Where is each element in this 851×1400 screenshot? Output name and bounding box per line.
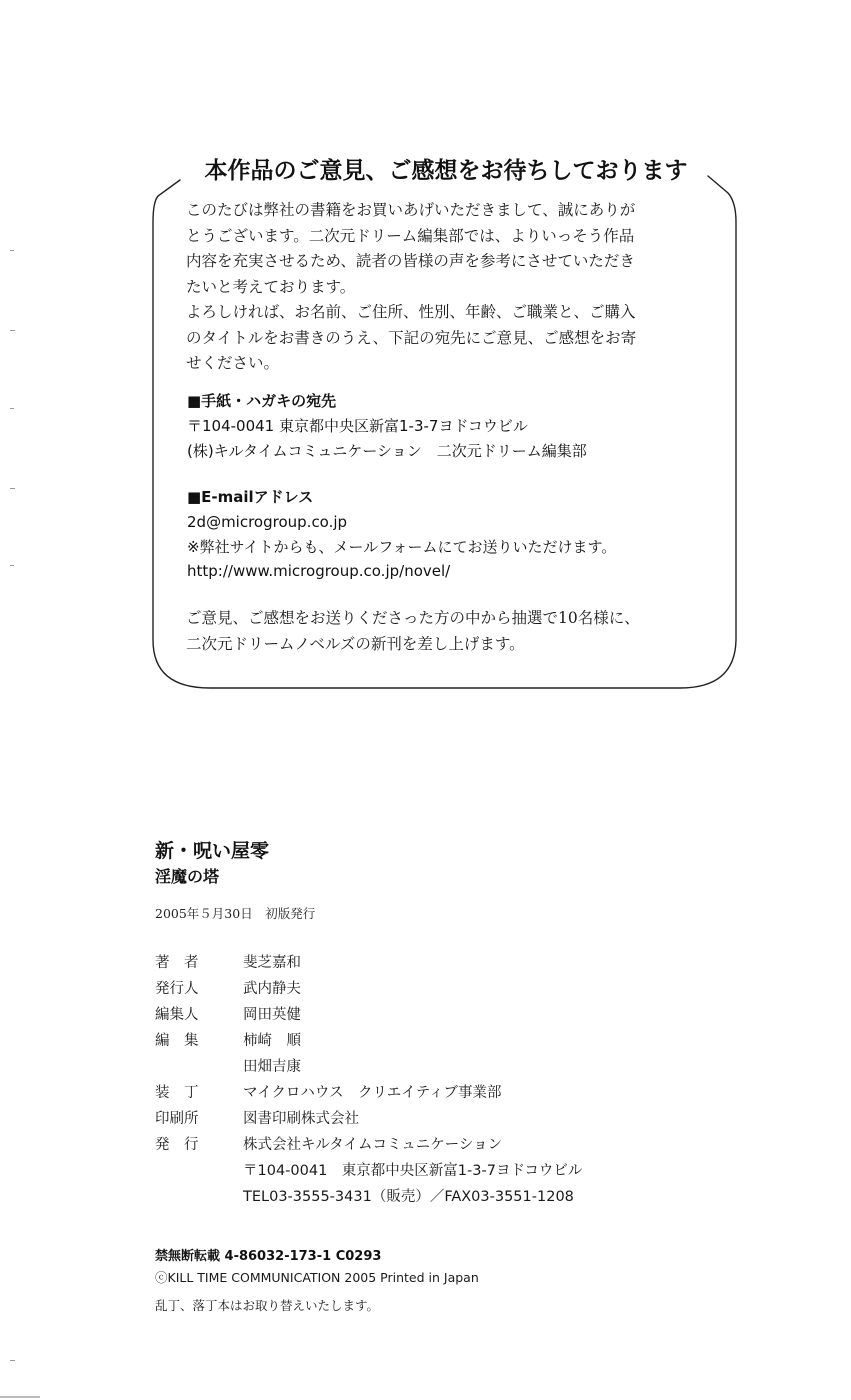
feedback-intro (186, 198, 716, 377)
credit-value: 武内静夫 (243, 981, 301, 997)
intro-line: このたびは弊社の書籍をお買いあげいただきまして、誠にありが (186, 201, 636, 219)
email-heading: ■E-mailアドレス (187, 488, 314, 506)
credit-label: 編 集 (155, 1033, 199, 1049)
feedback-box-title: 本作品のご意見、ご感想をお待ちしております (186, 153, 706, 189)
credit-value: TEL03-3555-3431（販売）／FAX03-3551-1208 (243, 1189, 574, 1205)
email-address: 2d@microgroup.co.jp (187, 513, 348, 531)
credit-row (155, 1056, 755, 1082)
publication-date: 2005年５月30日 初版発行 (155, 906, 316, 921)
book-title: 新・呪い屋零 (155, 840, 270, 862)
credit-row (155, 978, 755, 1004)
credit-label: 印刷所 (155, 1111, 199, 1127)
credit-label: 発 行 (155, 1137, 199, 1153)
credit-row (155, 1030, 755, 1056)
credit-row (155, 952, 755, 978)
credit-value: 田畑吉康 (243, 1059, 301, 1075)
scan-mark (0, 1396, 40, 1398)
mail-address: 〒104-0041 東京都中央区新富1-3-7ヨドコウビル (187, 417, 528, 435)
credit-value: 斐芝嘉和 (243, 955, 301, 971)
isbn-line: 禁無断転載 4-86032-173-1 C0293 (155, 1249, 382, 1264)
intro-line: よろしければ、お名前、ご住所、性別、年齢、ご職業と、ご購入 (186, 303, 636, 321)
credit-value: 柿崎 順 (243, 1033, 301, 1049)
prize-line: ご意見、ご感想をお送りくださった方の中から抽選で10名様に、 (186, 609, 640, 627)
book-subtitle: 淫魔の塔 (155, 867, 220, 886)
credit-label: 編集人 (155, 1007, 199, 1023)
scan-mark (10, 488, 15, 489)
credit-value: 図書印刷株式会社 (243, 1111, 359, 1127)
credit-row (155, 1186, 755, 1212)
website-url: http://www.microgroup.co.jp/novel/ (187, 562, 451, 580)
mail-recipient: (株)キルタイムコミュニケーション 二次元ドリーム編集部 (187, 442, 587, 460)
intro-line: のタイトルをお書きのうえ、下記の宛先にご意見、ご感想をお寄 (186, 328, 637, 347)
intro-line: せください。 (186, 354, 280, 372)
intro-line: たいと考えております。 (186, 277, 356, 296)
prize-line: 二次元ドリームノベルズの新刊を差し上げます。 (186, 634, 525, 653)
credit-row (155, 1160, 755, 1186)
scan-mark (10, 565, 14, 566)
web-form-note: ※弊社サイトからも、メールフォームにてお送りいただけます。 (187, 538, 617, 556)
intro-line: 内容を充実させるため、読者の皆様の声を参考にさせていただき (186, 252, 635, 270)
credit-row (155, 1108, 755, 1134)
scan-mark (10, 1360, 15, 1361)
credit-value: 岡田英健 (243, 1007, 301, 1023)
credit-row (155, 1134, 755, 1160)
intro-line: とうございます。二次元ドリーム編集部では、よりいっそう作品 (186, 226, 635, 245)
scan-mark (10, 250, 14, 251)
scan-mark (10, 330, 15, 331)
credit-label: 発行人 (155, 981, 199, 997)
copyright-line: ⓒKILL TIME COMMUNICATION 2005 Printed in Japan (155, 1270, 479, 1285)
replacement-notice: 乱丁、落丁本はお取り替えいたします。 (155, 1298, 380, 1313)
credit-row (155, 1004, 755, 1030)
credit-value: 株式会社キルタイムコミュニケーション (243, 1137, 503, 1153)
credit-value: 〒104-0041 東京都中央区新富1-3-7ヨドコウビル (243, 1163, 583, 1179)
scan-mark (10, 408, 14, 409)
credits-list (155, 952, 755, 1212)
credit-label: 著 者 (155, 955, 199, 971)
credit-value: マイクロハウス クリエイティブ事業部 (243, 1085, 502, 1101)
mail-heading: ■手紙・ハガキの宛先 (187, 392, 337, 410)
credit-label: 装 丁 (155, 1085, 199, 1101)
credit-row (155, 1082, 755, 1108)
prize-note (186, 606, 716, 657)
